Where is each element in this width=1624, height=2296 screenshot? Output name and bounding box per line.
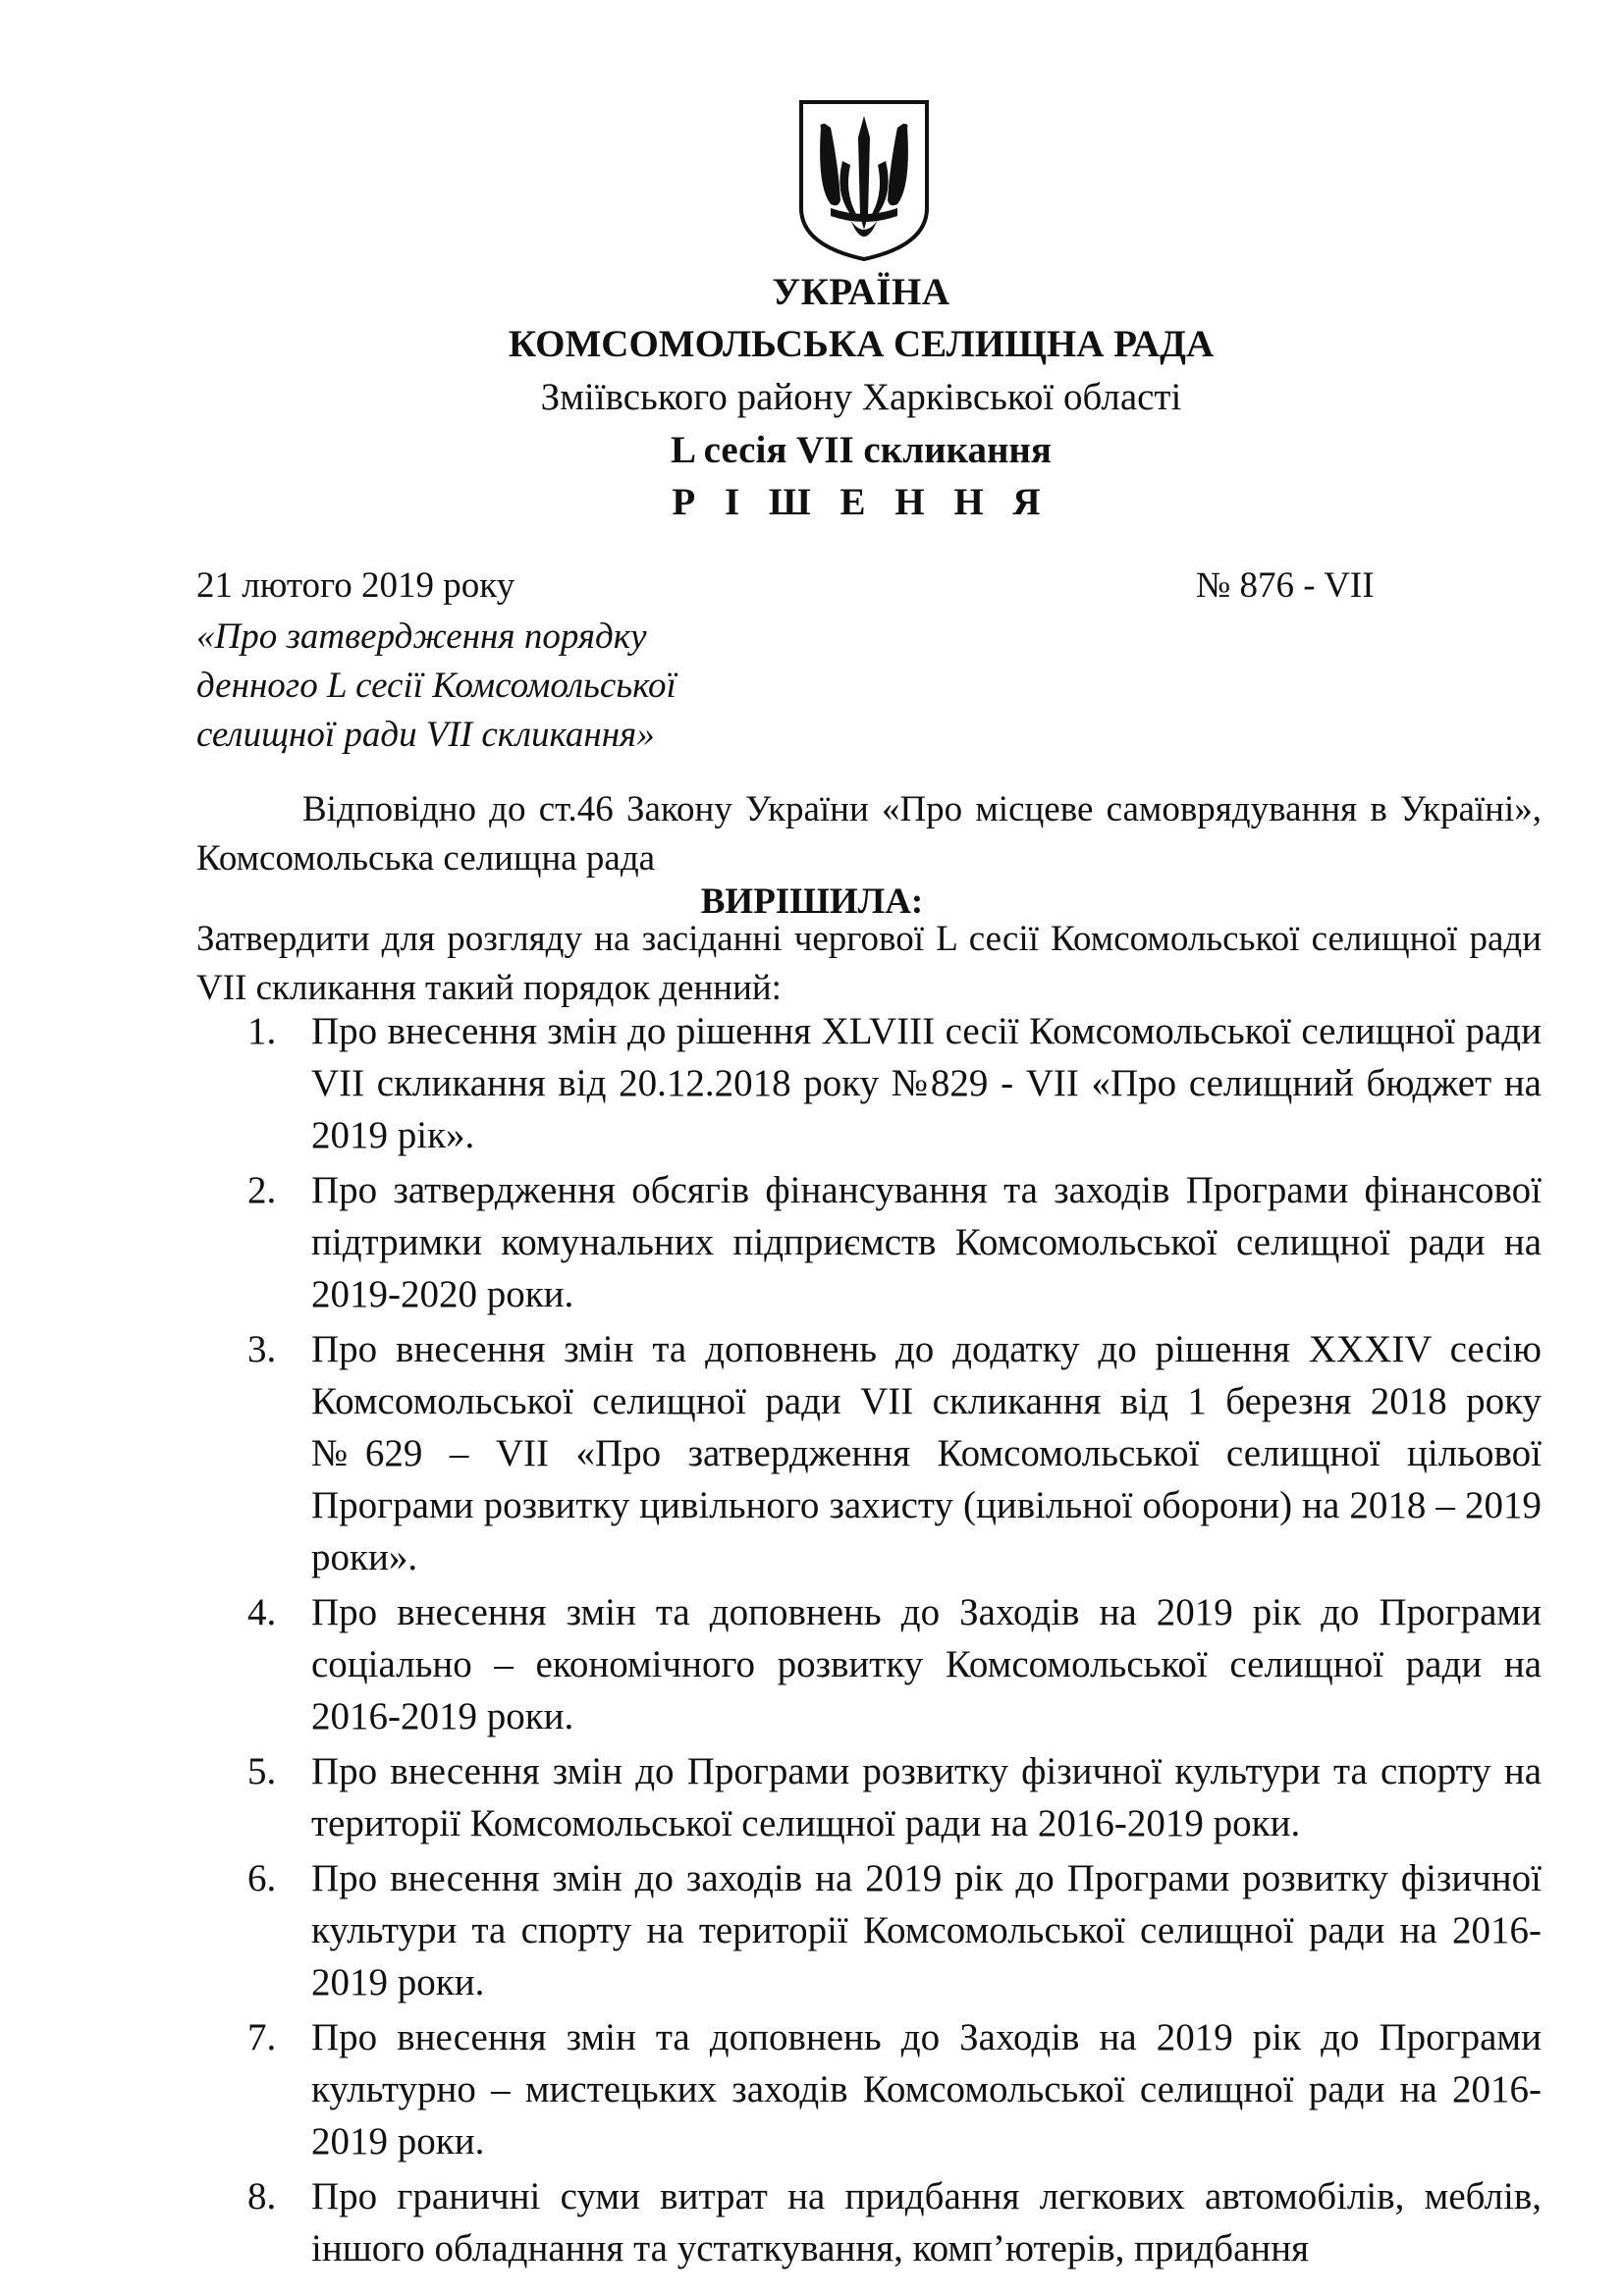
district-subheading: Зміївського району Харківської області <box>540 376 1182 418</box>
agenda-list <box>247 1005 1542 2277</box>
agenda-item-number: 7. <box>247 2016 277 2058</box>
subject-line: селищної ради VII скликання» <box>196 715 655 755</box>
decision-number: № 876 - VII <box>1196 565 1375 606</box>
decision-subject <box>196 613 746 760</box>
agenda-item-number: 8. <box>247 2175 277 2217</box>
country-heading: УКРАЇНА <box>772 271 950 313</box>
agenda-item-number: 5. <box>247 1750 277 1792</box>
agenda-item-text: Про внесення змін до Програми розвитку фізичної культури та спорту на території Комсомольської селищної ради на 2016-2019 роки. <box>311 1750 1542 1844</box>
agenda-item-number: 4. <box>247 1591 277 1633</box>
preamble-paragraph: Відповідно до ст.46 Закону України «Про місцеве самоврядування в Україні», Комсомольська селищна рада <box>196 789 1542 879</box>
council-heading: КОМСОМОЛЬСЬКА СЕЛИЩНА РАДА <box>508 323 1215 365</box>
agenda-item-text: Про внесення змін до рішення XLVIII сесії Комсомольської селищної ради VII скликання від 20.12.2018 року №829 - VII «Про селищний бюджет на 2019 рік». <box>311 1010 1542 1156</box>
agenda-item <box>247 1745 1542 1849</box>
subject-line: «Про затвердження порядку <box>196 616 647 657</box>
agenda-item-text: Про внесення змін та доповнень до додатку до рішення XXXIV сесію Комсомольської селищної ради VII скликання від 1 березня 2018 року №629 – VII «Про затвердження Комсомольської селищної цільової Програми розвитку цивільного захисту (цивільної оборони) на 2018 – 2019 роки». <box>311 1328 1542 1578</box>
agenda-item <box>247 1323 1542 1583</box>
document-type-heading: Р І Ш Е Н Н Я <box>672 481 1051 523</box>
approve-paragraph: Затвердити для розгляду на засіданні чергової L сесії Комсомольської селищної ради VII скликання такий порядок денний: <box>196 919 1542 1008</box>
agenda-item <box>247 1005 1542 1161</box>
agenda-item-text: Про внесення змін до заходів на 2019 рік до Програми розвитку фізичної культури та спорту на території Комсомольської селищної ради на 2016-2019 роки. <box>311 1857 1542 2003</box>
agenda-item <box>247 1586 1542 1742</box>
agenda-item-text: Про затвердження обсягів фінансування та заходів Програми фінансової підтримки комунальних підприємств Комсомольської селищної ради на 2019-2020 роки. <box>311 1169 1542 1315</box>
session-heading: L сесія VII скликання <box>670 429 1052 471</box>
coat-of-arms-emblem <box>795 98 933 263</box>
agenda-item-number: 6. <box>247 1857 277 1899</box>
agenda-item-number: 1. <box>247 1010 277 1052</box>
agenda-item-text: Про внесення змін та доповнень до Заходів на 2019 рік до Програми соціально – економічного розвитку Комсомольської селищної ради на 2016-2019 роки. <box>311 1591 1542 1737</box>
agenda-item-number: 2. <box>247 1169 277 1211</box>
resolved-heading: ВИРІШИЛА: <box>700 881 924 922</box>
agenda-item <box>247 1852 1542 2008</box>
agenda-item-number: 3. <box>247 1328 277 1370</box>
agenda-item <box>247 2011 1542 2167</box>
agenda-item <box>247 2170 1542 2274</box>
agenda-item-text: Про внесення змін та доповнень до Заходів на 2019 рік до Програми культурно – мистецьких заходів Комсомольської селищної ради на 2016-2019 роки. <box>311 2016 1542 2163</box>
decision-date: 21 лютого 2019 року <box>196 565 515 606</box>
agenda-item <box>247 1164 1542 1320</box>
agenda-item-text: Про граничні суми витрат на придбання легкових автомобілів, меблів, іншого обладнання та устаткування, комп’ютерів, придбання <box>311 2175 1542 2269</box>
subject-line: денного L сесії Комсомольської <box>196 666 677 706</box>
